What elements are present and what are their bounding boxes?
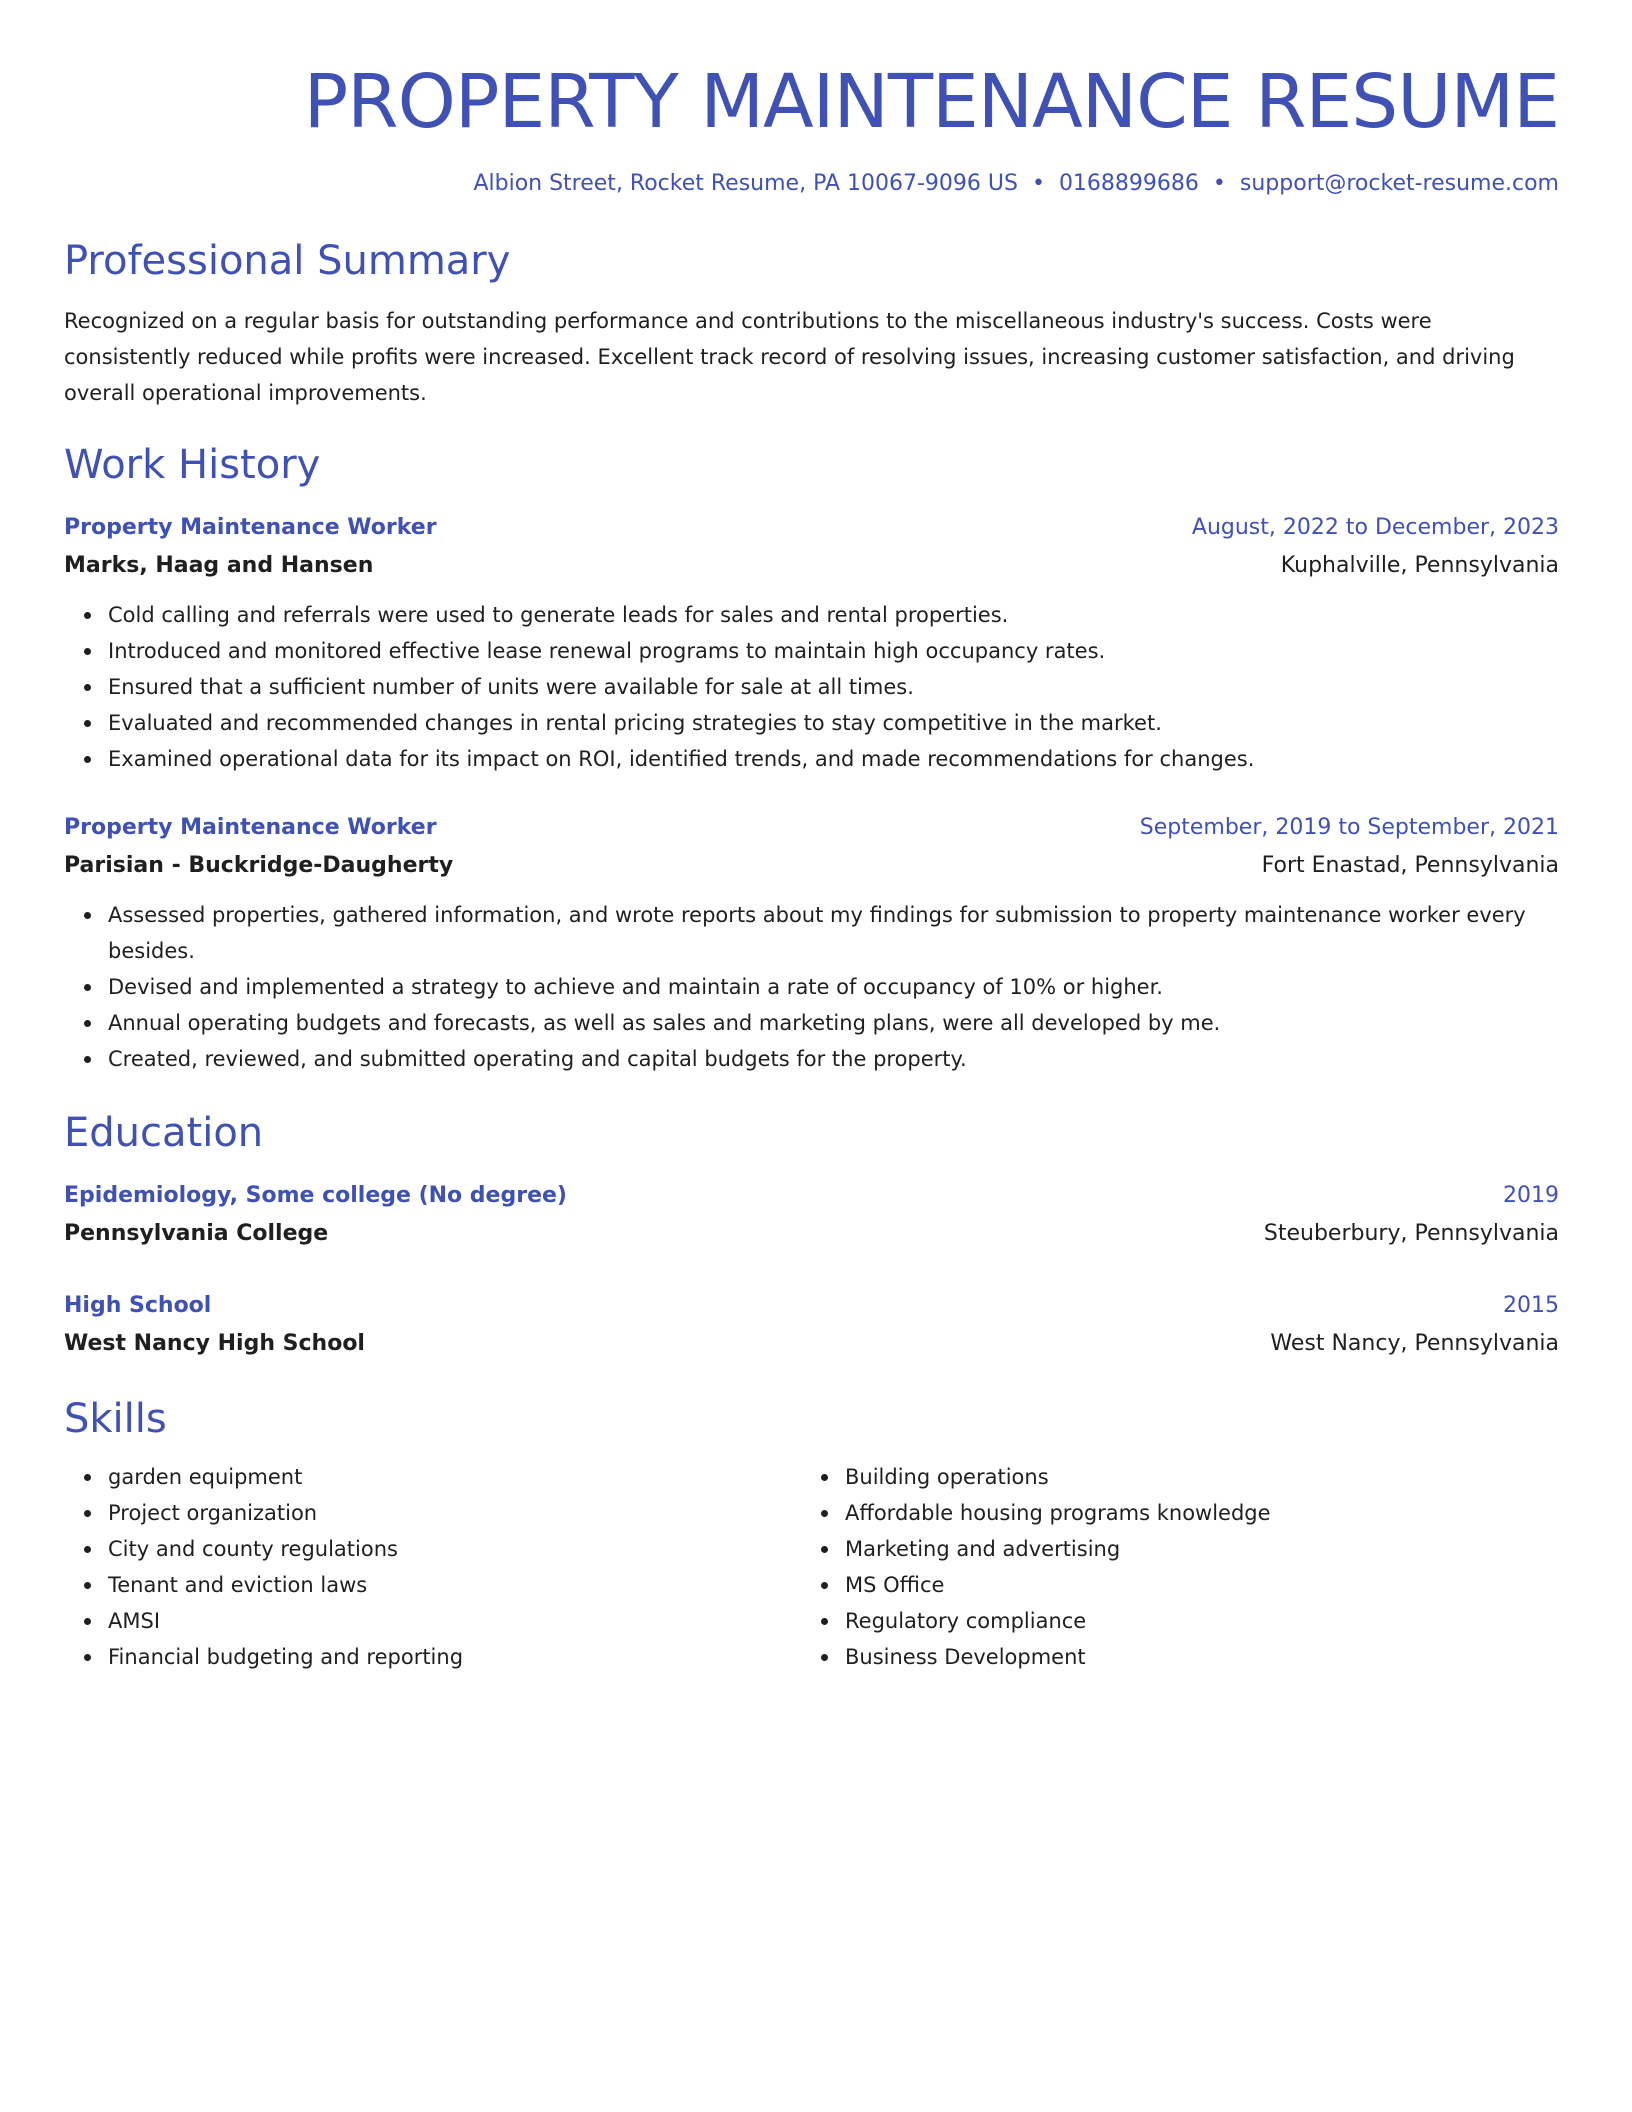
education-header-row xyxy=(64,1177,1559,1215)
contact-line xyxy=(64,167,1559,201)
education-location: Steuberbury, Pennsylvania xyxy=(1263,1221,1559,1246)
job-bullet: Evaluated and recommended changes in rental pricing strategies to stay competitive in the market. xyxy=(108,705,1559,741)
job-dates: September, 2019 to September, 2021 xyxy=(1139,815,1559,840)
contact-address: Albion Street, Rocket Resume, PA 10067-9096 US xyxy=(473,171,1018,196)
job-bullet: Ensured that a sufficient number of units were available for sale at all times. xyxy=(108,669,1559,705)
skill-item: Regulatory compliance xyxy=(845,1603,1538,1639)
job-header-row xyxy=(64,809,1559,847)
summary-text: Recognized on a regular basis for outstanding performance and contributions to the miscellaneous industry's success. Costs were consistently reduced while profits were increased. Excellent track record of resolving issues, increasing customer satisfaction, and driving overall operational improvements. xyxy=(64,309,1515,405)
skill-item: Financial budgeting and reporting xyxy=(108,1639,801,1675)
skill-item: Project organization xyxy=(108,1495,801,1531)
contact-email[interactable]: support@rocket-resume.com xyxy=(1239,171,1559,196)
education-entry xyxy=(64,1177,1559,1253)
contact-separator: • xyxy=(1212,171,1226,196)
job-company-row xyxy=(64,547,1559,585)
skill-item: MS Office xyxy=(845,1567,1538,1603)
contact-separator: • xyxy=(1031,171,1045,196)
job-location: Kuphalville, Pennsylvania xyxy=(1280,553,1559,578)
work-history-heading: Work History xyxy=(64,442,321,488)
job-role: Property Maintenance Worker xyxy=(64,515,437,540)
education-location: West Nancy, Pennsylvania xyxy=(1270,1331,1559,1356)
skills-column-left xyxy=(64,1453,801,1675)
skill-item: Building operations xyxy=(845,1459,1538,1495)
education-entry xyxy=(64,1287,1559,1363)
job-bullets xyxy=(64,897,1559,1077)
education-year: 2015 xyxy=(1503,1293,1559,1318)
skills-column-right xyxy=(801,1453,1538,1675)
job-header-row xyxy=(64,509,1559,547)
education-school: West Nancy High School xyxy=(64,1331,365,1356)
job-company: Marks, Haag and Hansen xyxy=(64,553,374,578)
job-bullet: Assessed properties, gathered information, and wrote reports about my findings for submission to property maintenance worker every besides. xyxy=(108,897,1559,969)
job-bullet: Examined operational data for its impact on ROI, identified trends, and made recommendations for changes. xyxy=(108,741,1559,777)
education-header-row xyxy=(64,1287,1559,1325)
skills-list xyxy=(801,1459,1538,1675)
skill-item: AMSI xyxy=(108,1603,801,1639)
job-entry xyxy=(64,509,1559,777)
job-bullet: Devised and implemented a strategy to achieve and maintain a rate of occupancy of 10% or higher. xyxy=(108,969,1559,1005)
job-bullet: Annual operating budgets and forecasts, as well as sales and marketing plans, were all developed by me. xyxy=(108,1005,1559,1041)
skill-item: Affordable housing programs knowledge xyxy=(845,1495,1538,1531)
skill-item: Business Development xyxy=(845,1639,1538,1675)
job-bullet: Created, reviewed, and submitted operating and capital budgets for the property. xyxy=(108,1041,1559,1077)
skills-heading: Skills xyxy=(64,1396,167,1442)
education-year: 2019 xyxy=(1503,1183,1559,1208)
job-company-row xyxy=(64,847,1559,885)
resume-page xyxy=(64,0,1559,1675)
education-heading: Education xyxy=(64,1110,264,1156)
education-school-row xyxy=(64,1215,1559,1253)
resume-title: PROPERTY MAINTENANCE RESUME xyxy=(303,59,1559,145)
job-role: Property Maintenance Worker xyxy=(64,815,437,840)
education-school: Pennsylvania College xyxy=(64,1221,329,1246)
education-school-row xyxy=(64,1325,1559,1363)
job-dates: August, 2022 to December, 2023 xyxy=(1191,515,1559,540)
contact-phone[interactable]: 0168899686 xyxy=(1058,171,1199,196)
education-degree: Epidemiology, Some college (No degree) xyxy=(64,1183,567,1208)
skills-columns xyxy=(64,1453,1559,1675)
job-bullet: Introduced and monitored effective lease renewal programs to maintain high occupancy rates. xyxy=(108,633,1559,669)
summary-heading: Professional Summary xyxy=(64,238,511,284)
job-company: Parisian - Buckridge-Daugherty xyxy=(64,853,454,878)
job-entry xyxy=(64,809,1559,1077)
skills-list xyxy=(64,1459,801,1675)
skill-item: garden equipment xyxy=(108,1459,801,1495)
education-degree: High School xyxy=(64,1293,212,1318)
skill-item: Marketing and advertising xyxy=(845,1531,1538,1567)
job-location: Fort Enastad, Pennsylvania xyxy=(1261,853,1559,878)
skill-item: City and county regulations xyxy=(108,1531,801,1567)
skill-item: Tenant and eviction laws xyxy=(108,1567,801,1603)
job-bullet: Cold calling and referrals were used to generate leads for sales and rental properties. xyxy=(108,597,1559,633)
job-bullets xyxy=(64,597,1559,777)
